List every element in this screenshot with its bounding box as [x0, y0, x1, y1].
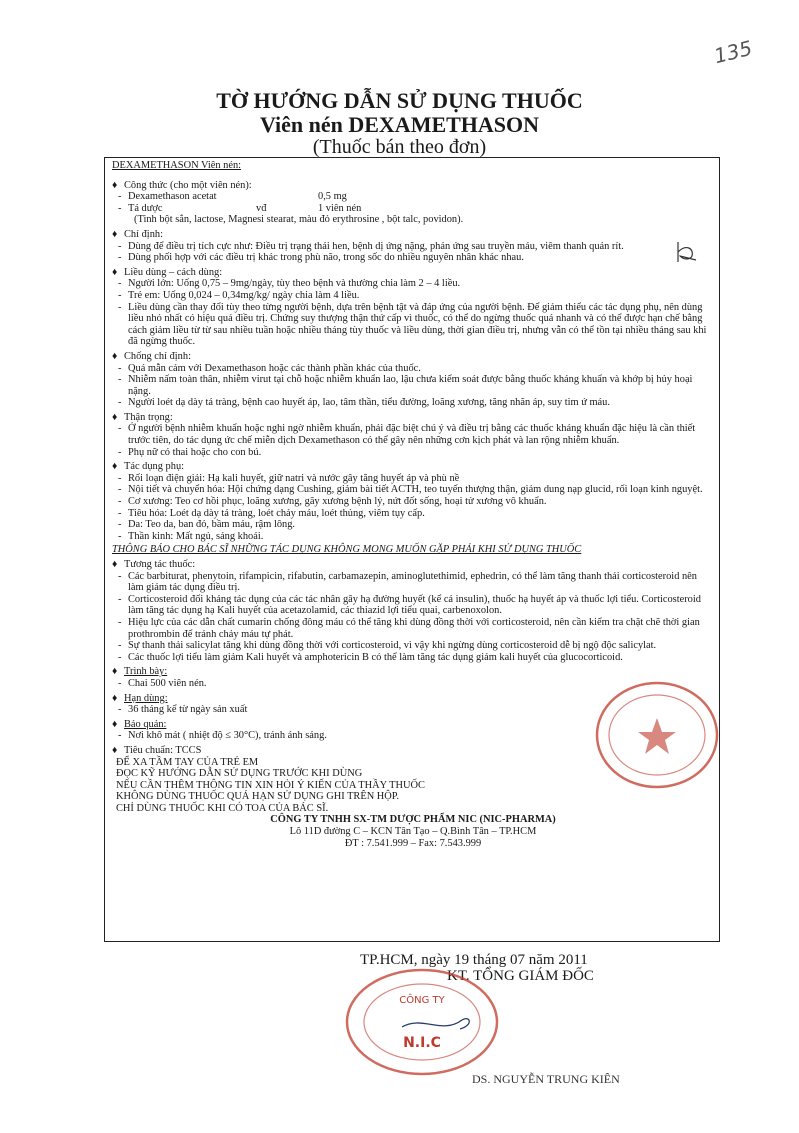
diamond-bullet-icon: ♦ [112, 744, 118, 756]
product-heading: DEXAMETHASON Viên nén: [112, 160, 242, 171]
warning-line: ĐỌC KỸ HƯỚNG DẪN SỬ DỤNG TRƯỚC KHI DÙNG [116, 768, 363, 780]
list-item: Nhiễm nấm toàn thân, nhiễm virut tại chỗ hoặc nhiễm khuẩn lao, lậu chưa kiểm soát được bằng thuốc kháng khuẩn và khớp bị hủy hoại nặng. [128, 374, 693, 397]
page-number: 135 [711, 35, 755, 69]
section-title: Liều dùng – cách dùng: [124, 266, 223, 278]
list-item: Tiêu hóa: Loét dạ dày tá tràng, loét chảy máu, loét thủng, viêm tụy cấp. [128, 507, 425, 519]
list-item: Phụ nữ có thai hoặc cho con bú. [128, 446, 262, 458]
ingredient-qualifier: vđ [256, 202, 267, 214]
section-title: Tương tác thuốc: [124, 559, 196, 570]
list-item: Thần kinh: Mất ngủ, sảng khoái. [128, 530, 264, 542]
list-item: Các barbiturat, phenytoin, rifampicin, rifabutin, carbamazepin, aminoglutethimid, ephedrin, có thể làm tăng thanh thải corticosteroid nên làm giảm tác dụng điều trị. [128, 570, 697, 594]
section-composition: ♦ Công thức (cho một viên nén): - Dexamethason acetat 0,5 mg - Tá dược vđ 1 viên nén (Tinh bột sắn, lactose, Magnesi stearat, màu đỏ erythrosine , bột talc, povidon). [112, 180, 714, 226]
company-address: Lô 11D đường C – KCN Tân Tạo – Q.Bình Tân – TP.HCM [289, 826, 537, 838]
excipient-note: (Tinh bột sắn, lactose, Magnesi stearat, màu đỏ erythrosine , bột talc, povidon). [134, 214, 464, 226]
section-title: Tiêu chuẩn: TCCS [124, 744, 202, 756]
ingredient-amount: 1 viên nén [318, 202, 362, 214]
diamond-bullet-icon: ♦ [112, 692, 118, 704]
warning-line: CHỈ DÙNG THUỐC KHI CÓ TOA CỦA BÁC SĨ. [116, 802, 329, 814]
section-precautions: ♦ Thận trọng: - Ở người bệnh nhiễm khuẩn hoặc nghi ngờ nhiễm khuẩn, phải đặc biệt chú ý và điều trị bằng các thuốc kháng khuẩn đặc hiệu là cần thiết trước tiên, do tác dụng ức chế miễn dịch Dexamethason có thể gây nên những cơn kịch phát và lan rộng nhiễm khuẩn. - Phụ nữ có thai hoặc cho con bú. [112, 412, 714, 458]
list-item: Da: Teo da, ban đỏ, bầm máu, rậm lông. [128, 519, 296, 531]
warning-line: KHÔNG DÙNG THUỐC QUÁ HẠN SỬ DỤNG GHI TRÊN HỘP. [116, 791, 400, 803]
signature-role: KT. TỔNG GIÁM ĐỐC [447, 968, 594, 984]
section-shelf-life: ♦ Hạn dùng: - 36 tháng kể từ ngày sản xuất [112, 693, 714, 716]
section-interactions: ♦ Tương tác thuốc: - Các barbiturat, phenytoin, rifampicin, rifabutin, carbamazepin, aminoglutethimid, ephedrin, có thể làm tăng thanh thải corticosteroid nên làm giảm tác dụng điều trị. - Corticosteroid đối kháng tác dụng của các tác nhân gây hạ đường huyết (kể cả insulin), thuốc hạ huyết áp và thuốc lợi tiểu. Corticosteroid làm tăng tác dụng hạ Kali huyết của acetazolamid, các thiazid lợi tiểu quai, carbenoxolon. - Hiệu lực của các dẫn chất cumarin chống đông máu có thể tăng khi dùng đồng thời với corticosteroid, nên cần kiểm tra chặt chẽ thời gian prothrombin để tránh chảy máu tự phát. - Sự thanh thải salicylat tăng khi dùng đồng thời với corticosteroid, vì vậy khi ngừng dùng corticosteroid dễ bị ngộ độc salicylat. - Các thuốc lợi tiểu làm giảm Kali huyết và amphotericin B có thể làm tăng tác dụng giảm kali huyết của glucocorticoid. [112, 559, 714, 663]
section-contraindications: ♦ Chống chỉ định: - Quá mẫn cảm với Dexamethason hoặc các thành phần khác của thuốc. - Nhiễm nấm toàn thân, nhiễm virut tại chỗ hoặc nhiễm khuẩn lao, lậu chưa kiểm soát được bằng thuốc kháng khuẩn và khớp bị hủy hoại nặng. - Người loét dạ dày tá tràng, bệnh cao huyết áp, lao, tâm thần, tiểu đường, loãng xương, tăng nhãn áp, suy tim ứ máu. [112, 351, 714, 409]
document-title: TỜ HƯỚNG DẪN SỬ DỤNG THUỐC [216, 88, 583, 113]
list-item: Dùng phối hợp với các điều trị khác trong phù não, trong sốc do nhiều nguyên nhân khác nhau. [128, 252, 524, 264]
diamond-bullet-icon: ♦ [112, 461, 118, 473]
round-stamp-icon [592, 678, 722, 793]
ingredient-amount: 0,5 mg [318, 191, 347, 203]
list-item: 36 tháng kể từ ngày sản xuất [128, 704, 248, 716]
list-item: Trẻ em: Uống 0,024 – 0,34mg/kg/ ngày chia làm 4 liều. [128, 289, 360, 301]
stamp-nic-label: N.I.C [403, 1035, 441, 1051]
warning-line: ĐỂ XA TẦM TAY CỦA TRẺ EM [116, 756, 259, 768]
diamond-bullet-icon: ♦ [112, 228, 118, 240]
section-title: Bảo quản: [124, 718, 167, 730]
section-title: Hạn dùng: [124, 692, 168, 704]
section-storage: ♦ Bảo quản: - Nơi khô mát ( nhiệt độ ≤ 30°C), tránh ánh sáng. [112, 719, 714, 742]
list-item: Hiệu lực của các dẫn chất cumarin chống đông máu có thể tăng khi dùng đồng thời với corticosteroid, nên cần kiểm tra chặt chẽ thời gian prothrombin để tránh chảy máu tự phát. [128, 616, 700, 640]
diamond-bullet-icon: ♦ [112, 411, 118, 423]
section-title: Chỉ định: [124, 228, 163, 240]
list-item: Các thuốc lợi tiểu làm giảm Kali huyết và amphotericin B có thể làm tăng tác dụng giảm kali huyết của glucocorticoid. [128, 651, 623, 663]
section-title: Trình bày: [124, 666, 168, 678]
list-item: Chai 500 viên nén. [128, 677, 207, 689]
list-item: Ở người bệnh nhiễm khuẩn hoặc nghi ngờ nhiễm khuẩn, phải đặc biệt chú ý và điều trị bằng các thuốc kháng khuẩn đặc hiệu là cần thiết trước tiên, do tác dụng ức chế miễn dịch Dexamethason có thể gây nên những cơn kịch phát và lan rộng nhiễm khuẩn. [128, 423, 696, 447]
section-title: Công thức (cho một viên nén): [124, 179, 252, 191]
product-title: Viên nén DEXAMETHASON [259, 112, 540, 137]
section-presentation: ♦ Trình bày: - Chai 500 viên nén. [112, 666, 714, 689]
signature-date: TP.HCM, ngày 19 tháng 07 năm 2011 [360, 952, 588, 968]
diamond-bullet-icon: ♦ [112, 718, 118, 730]
section-indications: ♦ Chỉ định: - Dùng để điều trị tích cực như: Điều trị trạng thái hen, bệnh dị ứng nặng, phản ứng sau truyền máu, viêm thanh quản rít. - Dùng phối hợp với các điều trị khác trong phù não, trong sốc do nhiều nguyên nhân khác nhau. [112, 229, 714, 264]
section-side-effects: ♦ Tác dụng phụ: - Rối loạn điện giải: Hạ kali huyết, giữ natri và nước gây tăng huyết áp và phù nề - Nội tiết và chuyển hóa: Hội chứng dạng Cushing, giảm bài tiết ACTH, teo tuyến thượng thận, giảm dung nạp glucid, rối loạn kinh nguyệt. - Cơ xương: Teo cơ hồi phục, loãng xương, gãy xương bệnh lý, nứt đốt sống, hoại tử xương vô khuẩn. - Tiêu hóa: Loét dạ dày tá tràng, loét chảy máu, loét thủng, viêm tụy cấp. - Da: Teo da, ban đỏ, bầm máu, rậm lông. - Thần kinh: Mất ngủ, sảng khoái. THÔNG BÁO CHO BÁC SĨ NHỮNG TÁC DỤNG KHÔNG MONG MUỐN GẶP PHẢI KHI SỬ DỤNG THUỐC [112, 461, 714, 556]
company-phone: ĐT : 7.541.999 – Fax: 7.543.999 [344, 837, 482, 849]
list-item: Nội tiết và chuyển hóa: Hội chứng dạng Cushing, giảm bài tiết ACTH, teo tuyến thượng thận, giảm dung nạp glucid, rối loạn kinh nguyệt. [128, 484, 703, 496]
list-item: Người lớn: Uống 0,75 – 9mg/ngày, tùy theo bệnh và thường chia làm 2 – 4 liều. [128, 278, 461, 290]
diamond-bullet-icon: ♦ [112, 350, 118, 362]
list-item: Cơ xương: Teo cơ hồi phục, loãng xương, gãy xương bệnh lý, nứt đốt sống, hoại tử xương vô khuẩn. [128, 496, 547, 508]
list-item: Corticosteroid đối kháng tác dụng của các tác nhân gây hạ đường huyết (kể cả insulin), thuốc hạ huyết áp và thuốc lợi tiểu. Corticosteroid làm tăng tác dụng hạ Kali huyết của acetazolamid, các thiazid lợi tiểu quai, carbenoxolon. [128, 593, 701, 617]
ingredient-name: Dexamethason acetat [128, 191, 217, 203]
side-effects-notice: THÔNG BÁO CHO BÁC SĨ NHỮNG TÁC DỤNG KHÔNG MONG MUỐN GẶP PHẢI KHI SỬ DỤNG THUỐC [112, 544, 582, 556]
list-item: Quá mẫn cảm với Dexamethason hoặc các thành phần khác của thuốc. [128, 362, 421, 374]
company-stamp-icon [342, 965, 502, 1080]
diamond-bullet-icon: ♦ [112, 559, 118, 570]
list-item: Rối loạn điện giải: Hạ kali huyết, giữ natri và nước gây tăng huyết áp và phù nề [128, 472, 460, 484]
ingredient-name: Tá dược [128, 202, 163, 214]
warning-line: NẾU CẦN THÊM THÔNG TIN XIN HỎI Ý KIẾN CỦA THẦY THUỐC [116, 779, 425, 791]
section-title: Tác dụng phụ: [124, 461, 185, 473]
diamond-bullet-icon: ♦ [112, 266, 118, 278]
list-item: Sự thanh thải salicylat tăng khi dùng đồng thời với corticosteroid, vì vậy khi ngừng dùng corticosteroid dễ bị ngộ độc salicylat. [128, 640, 657, 652]
stamp-company-label: CÔNG TY [399, 995, 445, 1006]
section-dosage: ♦ Liều dùng – cách dùng: - Người lớn: Uống 0,75 – 9mg/ngày, tùy theo bệnh và thường chia làm 2 – 4 liều. - Trẻ em: Uống 0,024 – 0,34mg/kg/ ngày chia làm 4 liều. - Liều dùng cần thay đổi tùy theo từng người bệnh, dựa trên bệnh tật và đáp ứng của người bệnh. Để giảm thiểu các tác dụng phụ, nên dùng liều nhỏ nhất có hiệu quả điều trị. Chứng suy thượng thận thứ cấp vì thuốc, có thể do ngừng thuốc quá nhanh và có thể được hạn chế bằng cách giảm liều từ từ sau nhiều tuần hoặc nhiều tháng tùy thuốc và liều dùng, thời gian điều trị, nhưng vẫn có thể tồn tại nhiều tháng sau khi đã ngừng thuốc. [112, 267, 714, 348]
diamond-bullet-icon: ♦ [112, 666, 118, 678]
section-title: Thận trọng: [124, 411, 173, 423]
list-item: Người loét dạ dày tá tràng, bệnh cao huyết áp, lao, tâm thần, tiểu đường, loãng xương, tăng nhãn áp, suy tim ứ máu. [128, 397, 610, 409]
list-item: Nơi khô mát ( nhiệt độ ≤ 30°C), tránh ánh sáng. [128, 730, 327, 742]
section-title: Chống chỉ định: [124, 350, 191, 362]
signer-name: DS. NGUYỄN TRUNG KIÊN [472, 1072, 620, 1086]
prescription-note: (Thuốc bán theo đơn) [312, 136, 487, 158]
list-item: Dùng để điều trị tích cực như: Điều trị trạng thái hen, bệnh dị ứng nặng, phản ứng sau truyền máu, viêm thanh quản rít. [128, 240, 624, 252]
company-name: CÔNG TY TNHH SX-TM DƯỢC PHẨM NIC (NIC-PHARMA) [270, 814, 556, 826]
list-item: Liều dùng cần thay đổi tùy theo từng người bệnh, dựa trên bệnh tật và đáp ứng của người bệnh. Để giảm thiểu các tác dụng phụ, nên dùng liều nhỏ nhất có hiệu quả điều trị. Chứng suy thượng thận thứ cấp vì thuốc, có thể do ngừng thuốc quá nhanh và có thể được hạn chế bằng cách giảm liều từ từ sau nhiều tuần hoặc nhiều tháng tùy thuốc và liều dùng, thời gian điều trị, nhưng vẫn có thể tồn tại nhiều tháng sau khi đã ngừng thuốc. [128, 301, 707, 348]
diamond-bullet-icon: ♦ [112, 179, 118, 191]
